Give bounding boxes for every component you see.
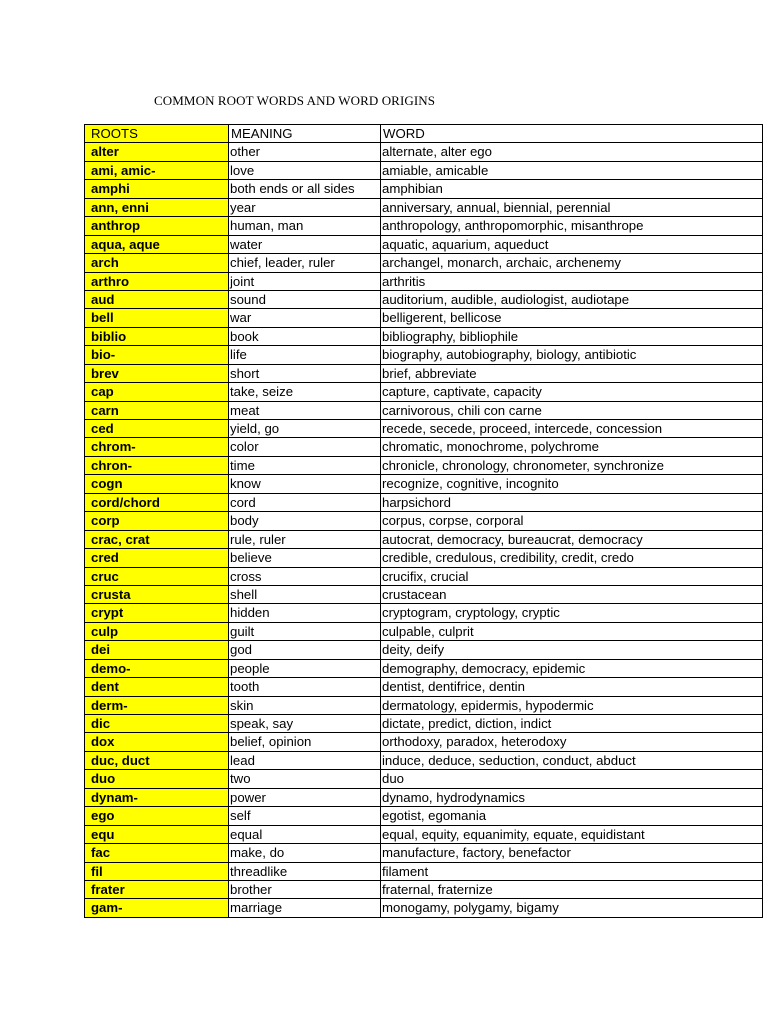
root-cell: ami, amic- (85, 161, 229, 179)
meaning-cell: year (229, 198, 381, 216)
table-row (85, 512, 763, 530)
root-cell: aqua, aque (85, 235, 229, 253)
root-cell: bio- (85, 346, 229, 364)
meaning-cell: take, seize (229, 383, 381, 401)
meaning-cell: two (229, 770, 381, 788)
table-row (85, 567, 763, 585)
word-cell: duo (381, 770, 763, 788)
table-row (85, 143, 763, 161)
table-row (85, 678, 763, 696)
word-cell: chronicle, chronology, chronometer, synchronize (381, 456, 763, 474)
meaning-cell: god (229, 641, 381, 659)
table-row (85, 290, 763, 308)
meaning-cell: war (229, 309, 381, 327)
meaning-cell: tooth (229, 678, 381, 696)
table-row (85, 364, 763, 382)
table-row (85, 807, 763, 825)
meaning-cell: power (229, 788, 381, 806)
meaning-cell: speak, say (229, 715, 381, 733)
table-row (85, 327, 763, 345)
word-cell: recede, secede, proceed, intercede, concession (381, 420, 763, 438)
table-row (85, 788, 763, 806)
table-row (85, 217, 763, 235)
meaning-cell: life (229, 346, 381, 364)
table-row (85, 420, 763, 438)
word-cell: capture, captivate, capacity (381, 383, 763, 401)
root-cell: arch (85, 254, 229, 272)
root-words-table (84, 124, 763, 918)
meaning-cell: water (229, 235, 381, 253)
word-cell: archangel, monarch, archaic, archenemy (381, 254, 763, 272)
root-cell: ann, enni (85, 198, 229, 216)
meaning-cell: self (229, 807, 381, 825)
root-cell: crypt (85, 604, 229, 622)
word-cell: culpable, culprit (381, 622, 763, 640)
table-row (85, 715, 763, 733)
table-row (85, 696, 763, 714)
word-cell: crucifix, crucial (381, 567, 763, 585)
table-row (85, 272, 763, 290)
word-cell: belligerent, bellicose (381, 309, 763, 327)
word-cell: corpus, corpse, corporal (381, 512, 763, 530)
meaning-cell: guilt (229, 622, 381, 640)
word-cell: deity, deify (381, 641, 763, 659)
root-cell: corp (85, 512, 229, 530)
table-row (85, 456, 763, 474)
meaning-cell: people (229, 659, 381, 677)
meaning-cell: joint (229, 272, 381, 290)
meaning-cell: brother (229, 880, 381, 898)
word-cell: demography, democracy, epidemic (381, 659, 763, 677)
table-row (85, 770, 763, 788)
table-row (85, 899, 763, 917)
table-row (85, 161, 763, 179)
word-cell: carnivorous, chili con carne (381, 401, 763, 419)
root-cell: culp (85, 622, 229, 640)
header-word: WORD (381, 125, 763, 143)
root-cell: anthrop (85, 217, 229, 235)
table-row (85, 751, 763, 769)
word-cell: fraternal, fraternize (381, 880, 763, 898)
table-body (85, 143, 763, 917)
table-row (85, 493, 763, 511)
root-cell: duo (85, 770, 229, 788)
word-cell: brief, abbreviate (381, 364, 763, 382)
word-cell: alternate, alter ego (381, 143, 763, 161)
meaning-cell: threadlike (229, 862, 381, 880)
table-row (85, 198, 763, 216)
root-cell: equ (85, 825, 229, 843)
table-row (85, 438, 763, 456)
root-cell: fac (85, 844, 229, 862)
word-cell: crustacean (381, 585, 763, 603)
root-cell: ego (85, 807, 229, 825)
meaning-cell: other (229, 143, 381, 161)
meaning-cell: make, do (229, 844, 381, 862)
root-cell: bell (85, 309, 229, 327)
root-cell: biblio (85, 327, 229, 345)
word-cell: amphibian (381, 180, 763, 198)
header-meaning: MEANING (229, 125, 381, 143)
word-cell: anthropology, anthropomorphic, misanthrope (381, 217, 763, 235)
word-cell: harpsichord (381, 493, 763, 511)
root-cell: cord/chord (85, 493, 229, 511)
meaning-cell: human, man (229, 217, 381, 235)
meaning-cell: shell (229, 585, 381, 603)
root-cell: cred (85, 549, 229, 567)
root-cell: demo- (85, 659, 229, 677)
meaning-cell: time (229, 456, 381, 474)
table-row (85, 549, 763, 567)
table-row (85, 862, 763, 880)
meaning-cell: equal (229, 825, 381, 843)
meaning-cell: believe (229, 549, 381, 567)
meaning-cell: cross (229, 567, 381, 585)
word-cell: filament (381, 862, 763, 880)
word-cell: biography, autobiography, biology, antibiotic (381, 346, 763, 364)
word-cell: induce, deduce, seduction, conduct, abduct (381, 751, 763, 769)
table-row (85, 475, 763, 493)
root-cell: crac, crat (85, 530, 229, 548)
table-row (85, 254, 763, 272)
table-row (85, 309, 763, 327)
meaning-cell: chief, leader, ruler (229, 254, 381, 272)
meaning-cell: cord (229, 493, 381, 511)
table-row (85, 622, 763, 640)
meaning-cell: love (229, 161, 381, 179)
root-cell: amphi (85, 180, 229, 198)
meaning-cell: body (229, 512, 381, 530)
table-row (85, 180, 763, 198)
meaning-cell: yield, go (229, 420, 381, 438)
meaning-cell: hidden (229, 604, 381, 622)
root-cell: ced (85, 420, 229, 438)
table-row (85, 585, 763, 603)
header-roots: ROOTS (85, 125, 229, 143)
document-title: COMMON ROOT WORDS AND WORD ORIGINS (154, 93, 436, 108)
root-cell: frater (85, 880, 229, 898)
table-row (85, 346, 763, 364)
word-cell: credible, credulous, credibility, credit, credo (381, 549, 763, 567)
meaning-cell: know (229, 475, 381, 493)
root-cell: derm- (85, 696, 229, 714)
word-cell: autocrat, democracy, bureaucrat, democracy (381, 530, 763, 548)
meaning-cell: sound (229, 290, 381, 308)
word-cell: bibliography, bibliophile (381, 327, 763, 345)
root-cell: carn (85, 401, 229, 419)
table-row (85, 733, 763, 751)
meaning-cell: lead (229, 751, 381, 769)
word-cell: recognize, cognitive, incognito (381, 475, 763, 493)
word-cell: orthodoxy, paradox, heterodoxy (381, 733, 763, 751)
meaning-cell: skin (229, 696, 381, 714)
table-row (85, 880, 763, 898)
root-cell: cruc (85, 567, 229, 585)
word-cell: dynamo, hydrodynamics (381, 788, 763, 806)
root-cell: aud (85, 290, 229, 308)
word-cell: auditorium, audible, audiologist, audiotape (381, 290, 763, 308)
meaning-cell: short (229, 364, 381, 382)
word-cell: anniversary, annual, biennial, perennial (381, 198, 763, 216)
root-cell: crusta (85, 585, 229, 603)
root-cell: gam- (85, 899, 229, 917)
word-cell: cryptogram, cryptology, cryptic (381, 604, 763, 622)
table-row (85, 844, 763, 862)
word-cell: monogamy, polygamy, bigamy (381, 899, 763, 917)
table-row (85, 641, 763, 659)
root-cell: dynam- (85, 788, 229, 806)
root-cell: chron- (85, 456, 229, 474)
word-cell: chromatic, monochrome, polychrome (381, 438, 763, 456)
word-cell: manufacture, factory, benefactor (381, 844, 763, 862)
table-row (85, 825, 763, 843)
root-cell: dic (85, 715, 229, 733)
table-row (85, 659, 763, 677)
word-cell: amiable, amicable (381, 161, 763, 179)
root-cell: arthro (85, 272, 229, 290)
word-cell: dictate, predict, diction, indict (381, 715, 763, 733)
table-row (85, 401, 763, 419)
table-header-row (85, 125, 763, 143)
root-cell: duc, duct (85, 751, 229, 769)
meaning-cell: book (229, 327, 381, 345)
table-row (85, 604, 763, 622)
root-cell: alter (85, 143, 229, 161)
meaning-cell: marriage (229, 899, 381, 917)
root-cell: brev (85, 364, 229, 382)
meaning-cell: both ends or all sides (229, 180, 381, 198)
word-cell: dentist, dentifrice, dentin (381, 678, 763, 696)
meaning-cell: rule, ruler (229, 530, 381, 548)
root-cell: cap (85, 383, 229, 401)
meaning-cell: belief, opinion (229, 733, 381, 751)
root-cell: fil (85, 862, 229, 880)
word-cell: arthritis (381, 272, 763, 290)
meaning-cell: color (229, 438, 381, 456)
word-cell: equal, equity, equanimity, equate, equidistant (381, 825, 763, 843)
root-cell: dei (85, 641, 229, 659)
table-row (85, 383, 763, 401)
word-cell: aquatic, aquarium, aqueduct (381, 235, 763, 253)
table-row (85, 235, 763, 253)
word-cell: dermatology, epidermis, hypodermic (381, 696, 763, 714)
root-cell: dox (85, 733, 229, 751)
meaning-cell: meat (229, 401, 381, 419)
word-cell: egotist, egomania (381, 807, 763, 825)
root-cell: chrom- (85, 438, 229, 456)
root-cell: cogn (85, 475, 229, 493)
root-cell: dent (85, 678, 229, 696)
table-row (85, 530, 763, 548)
